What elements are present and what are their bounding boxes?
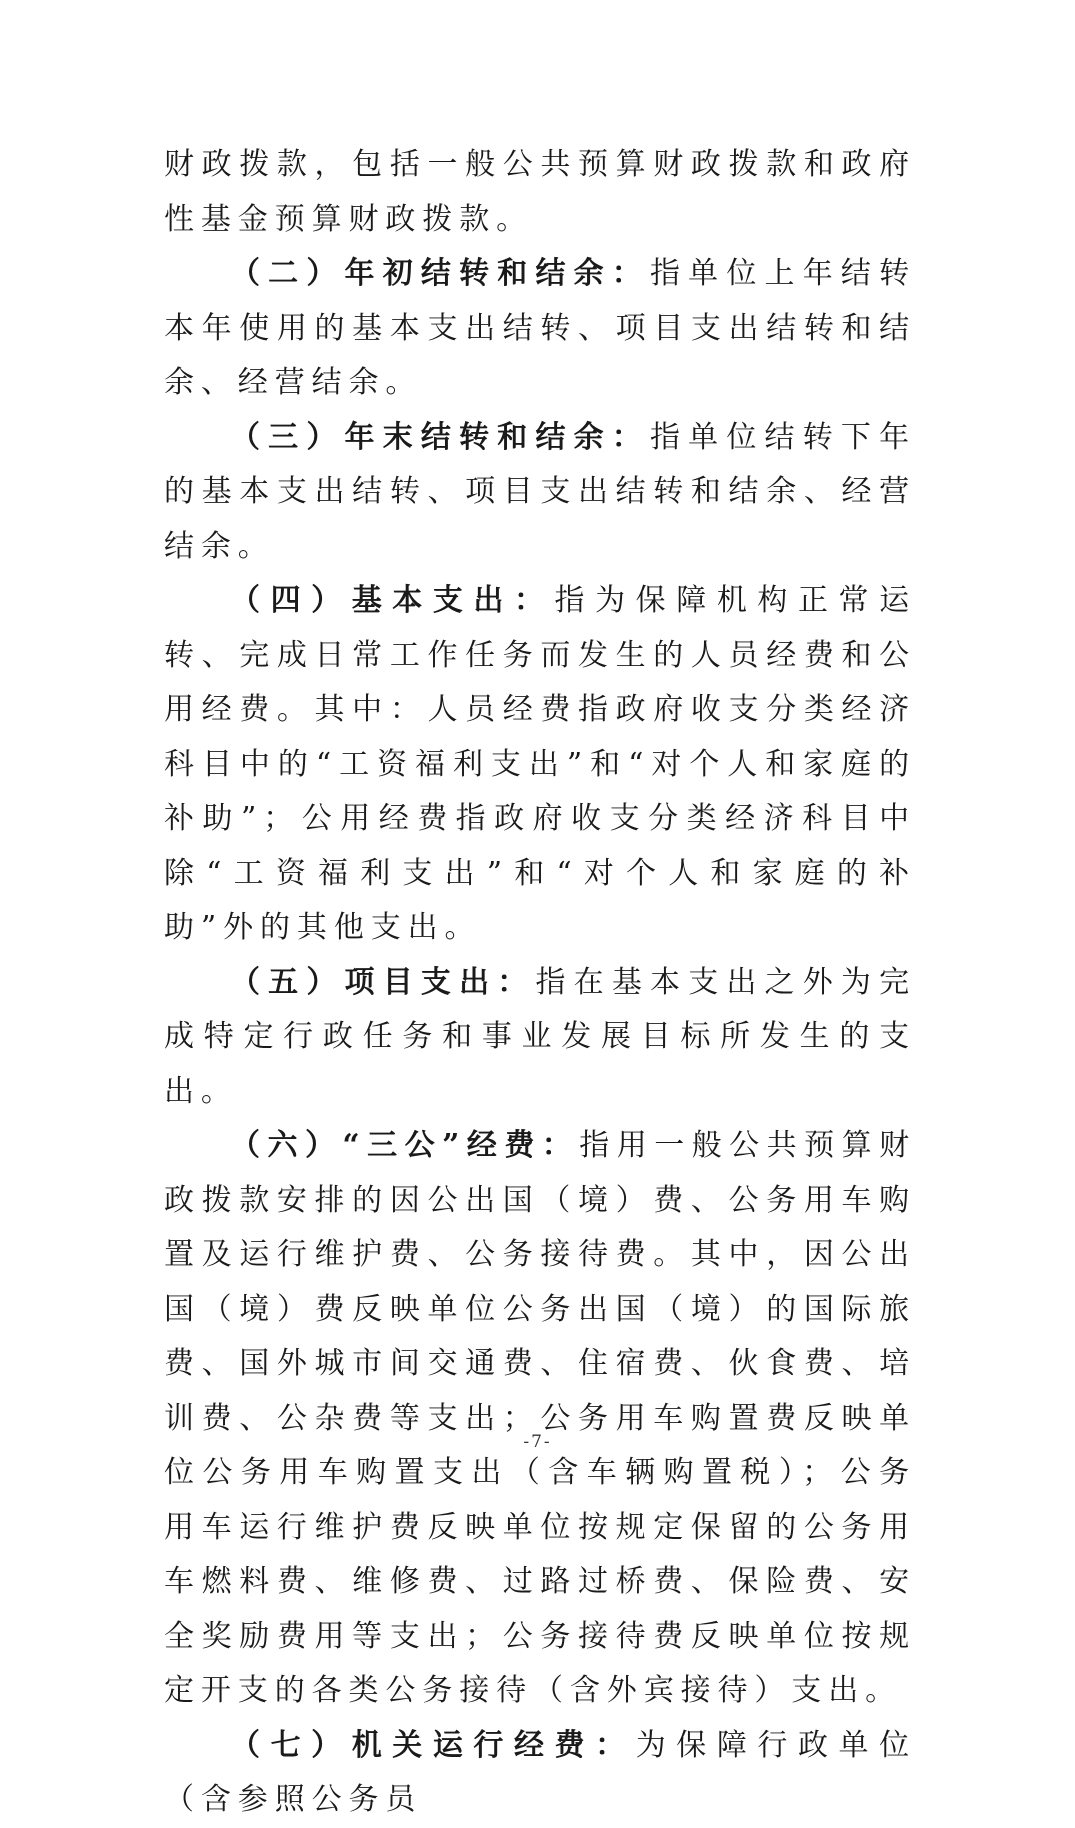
paragraph-term: （七）机关运行经费：: [230, 1727, 636, 1763]
paragraph-project-expenditure: [164, 956, 916, 1120]
paragraph-term: （二）年初结转和结余：: [230, 256, 650, 291]
paragraph-text: 指为保障机构正常运转、完成日常工作任务而发生的人员经费和公用经费。其中：人员经费指政府收支分类经济科目中的“工资福利支出”和“对个人和家庭的补助”；公用经费指政府收支分类经济科目中除“工资福利支出”和“对个人和家庭的补助”外的其他支出。: [164, 583, 916, 945]
paragraph-three-public-funds: [164, 1119, 916, 1719]
paragraph-operating-funds: [164, 1719, 916, 1828]
paragraph-carryover-beginning: [164, 247, 916, 411]
paragraph-term: （四）基本支出：: [230, 583, 555, 618]
paragraph-text: 指用一般公共预算财政拨款安排的因公出国（境）费、公务用车购置及运行维护费、公务接待费。其中，因公出国（境）费反映单位公务出国（境）的国际旅费、国外城市间交通费、住宿费、伙食费、培训费、公杂费等支出；公务用车购置费反映单位公务用车购置支出（含车辆购置税）；公务用车运行维护费反映单位按规定保留的公务用车燃料费、维修费、过路过桥费、保险费、安全奖励费用等支出；公务接待费反映单位按规定开支的各类公务接待（含外宾接待）支出。: [164, 1128, 916, 1708]
paragraph-carryover-end: [164, 411, 916, 575]
body-text: [164, 138, 916, 1828]
paragraph-term: （三）年末结转和结余：: [230, 419, 650, 455]
paragraph-basic-expenditure: [164, 574, 916, 956]
paragraph-text: 指单位结转下年的基本支出结转、项目支出结转和结余、经营结余。: [164, 419, 916, 564]
paragraph-text: 为保障行政单位（含参照公务员: [164, 1727, 916, 1817]
paragraph-text: 财政拨款，包括一般公共预算财政拨款和政府性基金预算财政拨款。: [164, 147, 916, 237]
page-number: -7-: [523, 1432, 552, 1452]
paragraph-term: （五）项目支出：: [230, 964, 536, 1000]
paragraph-term: （六）“三公”经费：: [230, 1128, 580, 1163]
paragraph-text: 指在基本支出之外为完成特定行政任务和事业发展目标所发生的支出。: [164, 964, 917, 1109]
paragraph-text: 指单位上年结转本年使用的基本支出结转、项目支出结转和结余、经营结余。: [164, 256, 916, 400]
paragraph-continuation: [164, 138, 916, 247]
